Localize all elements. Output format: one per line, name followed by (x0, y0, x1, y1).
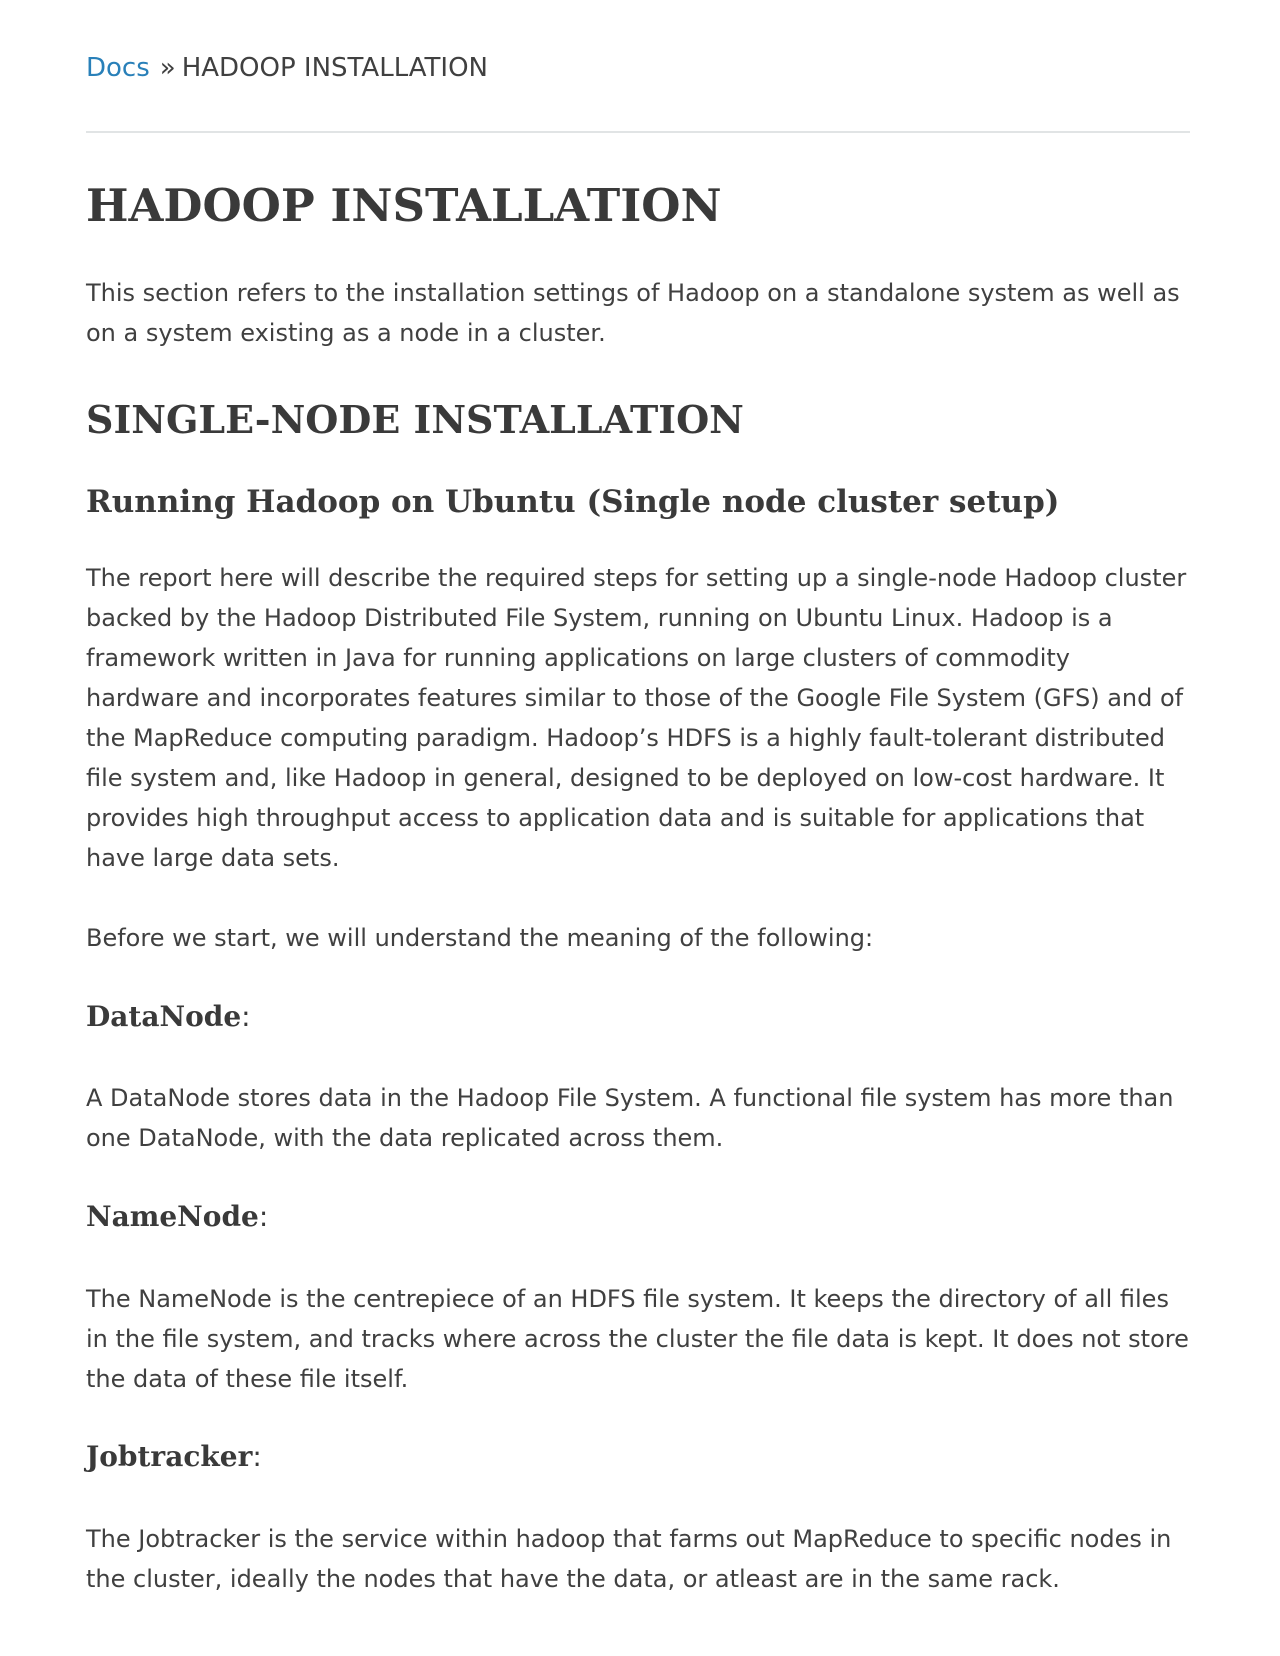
term-description-namenode: The NameNode is the centrepiece of an HDFS file system. It keeps the directory of all files in the file system, and tracks where across the cluster the file data is kept. It does not store the data of these file itself. (86, 1285, 1189, 1393)
term-colon: : (258, 1200, 269, 1233)
breadcrumb-docs-link[interactable]: Docs (86, 53, 150, 83)
before-paragraph: Before we start, we will understand the meaning of the following: (86, 924, 874, 952)
term-colon: : (252, 1440, 262, 1473)
section-title: SINGLE-NODE INSTALLATION (86, 397, 744, 442)
term-name: NameNode (86, 1200, 259, 1233)
term-name: Jobtracker (86, 1440, 253, 1473)
report-paragraph: The report here will describe the required steps for setting up a single-node Hadoop cluster backed by the Hadoop Distributed File System, running on Ubuntu Linux. Hadoop is a framework written in Java for running applications on large clusters of commodity hardware and incorporates features similar to those of the Google File System (GFS) and of the MapReduce computing paradigm. Hadoop’s HDFS is a highly fault-tolerant distributed file system and, like Hadoop in general, designed to be deployed on low-cost hardware. It provides high throughput access to application data and is suitable for applications that have large data sets. (86, 564, 1187, 872)
breadcrumb-separator: » (159, 53, 176, 83)
intro-paragraph: This section refers to the installation settings of Hadoop on a standalone system as well as on a system existing as a node in a cluster. (86, 279, 1180, 347)
page-title: HADOOP INSTALLATION (86, 179, 722, 232)
term-heading-namenode (86, 1198, 268, 1236)
breadcrumb-current: HADOOP INSTALLATION (181, 53, 489, 83)
term-description-jobtracker: The Jobtracker is the service within hadoop that farms out MapReduce to specific nodes in the cluster, ideally the nodes that have the data, or atleast are in the same rack. (86, 1525, 1172, 1593)
breadcrumb (86, 50, 488, 86)
header-divider (86, 131, 1190, 133)
term-heading-datanode (86, 998, 251, 1036)
term-colon: : (241, 1000, 251, 1033)
section-subtitle: Running Hadoop on Ubuntu (Single node cluster setup) (86, 484, 1060, 520)
term-heading-jobtracker (86, 1438, 262, 1476)
term-name: DataNode (86, 1000, 242, 1033)
term-description-datanode: A DataNode stores data in the Hadoop File System. A functional file system has more than one DataNode, with the data replicated across them. (86, 1084, 1174, 1152)
